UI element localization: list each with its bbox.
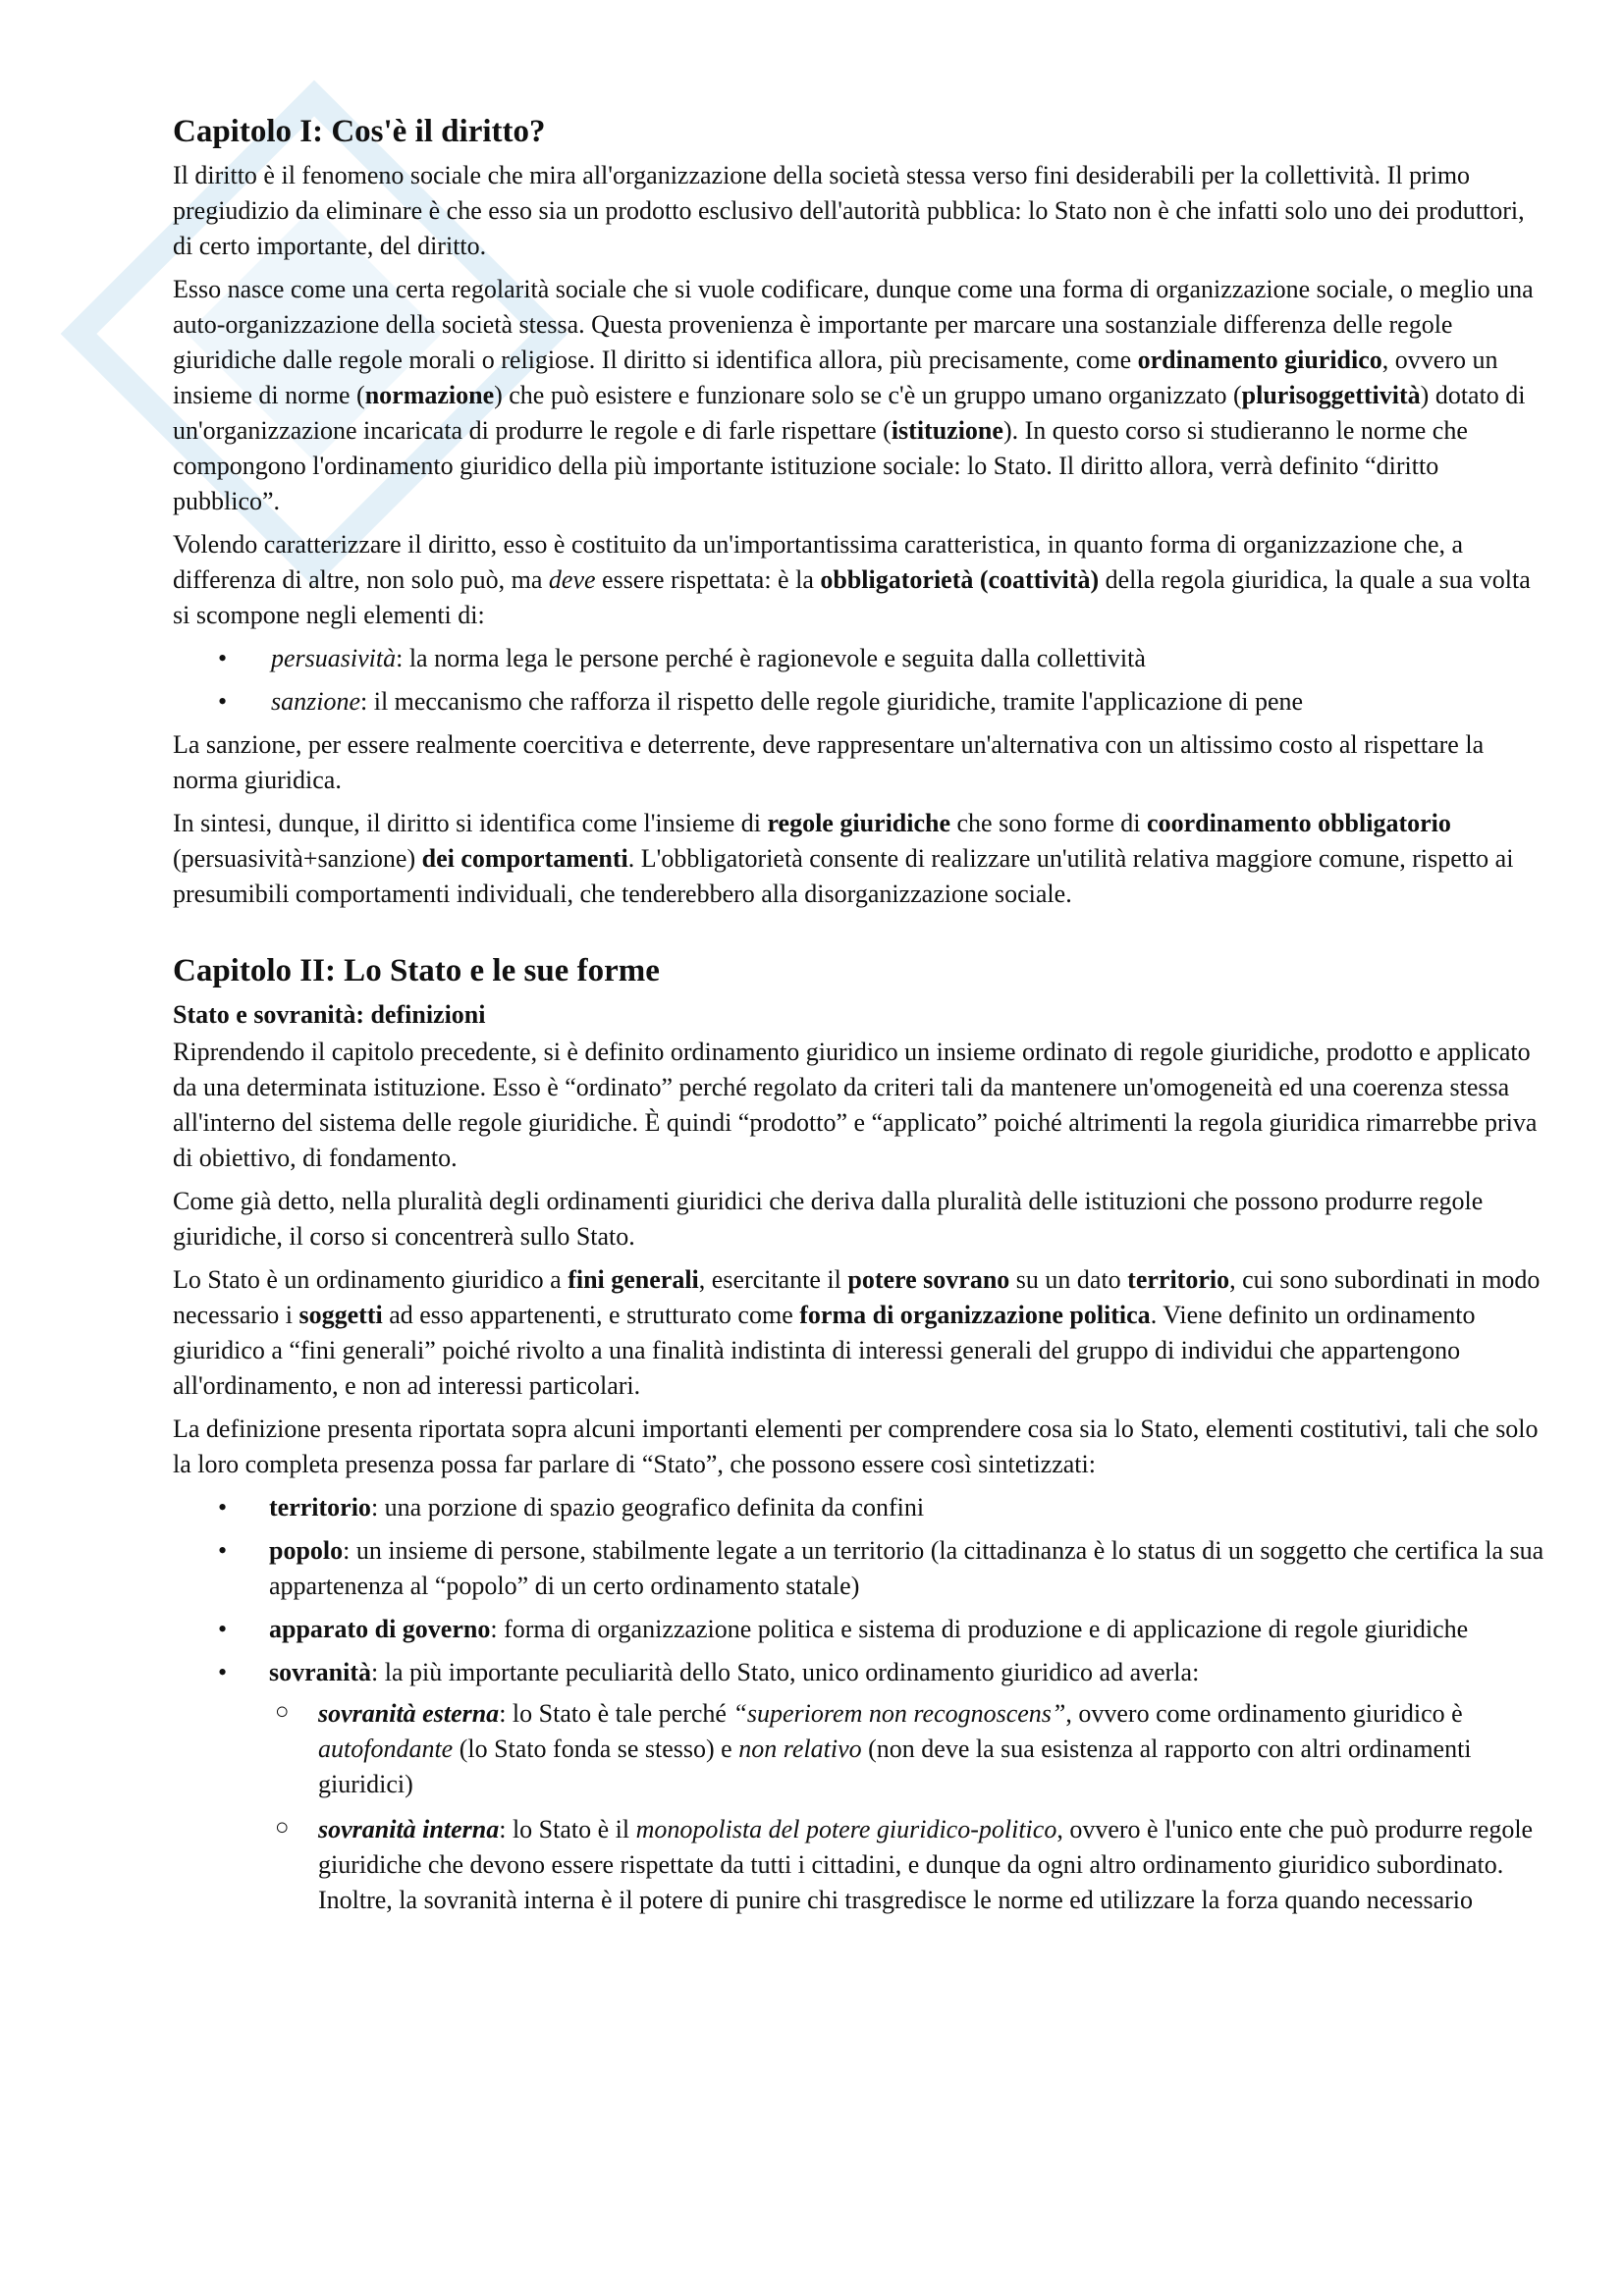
list-item: • apparato di governo: forma di organizzazione politica e sistema di produzione e di applicazione di regole giuridiche — [173, 1612, 1547, 1647]
chapter-1-title: Capitolo I: Cos'è il diritto? — [173, 114, 546, 149]
circle-bullet-icon: ○ — [275, 1815, 290, 1842]
chapter-1-paragraph-3: Volendo caratterizzare il diritto, esso è costituito da un'importantissima caratteristica, in quanto forma di organizzazione che, a differenza di altre, non solo può, ma deve essere rispettata: è la obbligatorietà (coattività) della regola giuridica, la quale a sua volta si scompone negli elementi di: — [173, 530, 1531, 630]
list-item: • sovranità: la più importante peculiarità dello Stato, unico ordinamento giuridico ad averla: ○ sovranità esterna: lo Stato è tale perché “superiorem non recognoscens”, ovvero come ordinamento giuridico è autofondante (lo Stato fonda se stesso) e non relativo (non deve la sua esistenza al rapporto con altri ordinamenti giuridici) ○ sovranità interna: lo Stato è il monopolista del potere giuridico-politico, ovvero è l'unico ente che può produrre regole giuridiche che devono essere rispettate da tutti i cittadini, e dunque da ogni altro ordinamento giuridico subordinato. Inoltre, la sovranità interna è il potere di punire chi trasgredisce le norme ed utilizzare la forza quando necessario — [173, 1655, 1547, 1918]
coercivity-elements-list — [173, 641, 1547, 720]
bullet-icon: • — [218, 1658, 228, 1687]
chapter-1-paragraph-4: La sanzione, per essere realmente coercitiva e deterrente, deve rappresentare un'alternativa con un altissimo costo al rispettare la norma giuridica. — [173, 730, 1485, 795]
chapter-2-paragraph-4: La definizione presenta riportata sopra alcuni importanti elementi per comprendere cosa sia lo Stato, elementi costitutivi, tali che solo la loro completa presenza possa far parlare di “Stato”, che possono essere così sintetizzati: — [173, 1415, 1539, 1479]
sublist-item: ○ sovranità interna: lo Stato è il monopolista del potere giuridico-politico, ovvero è l'unico ente che può produrre regole giuridiche che devono essere rispettate da tutti i cittadini, e dunque da ogni altro ordinamento giuridico subordinato. Inoltre, la sovranità interna è il potere di punire chi trasgredisce le norme ed utilizzare la forza quando necessario — [269, 1812, 1547, 1918]
bullet-icon: • — [218, 644, 228, 673]
list-item: • territorio: una porzione di spazio geografico definita da confini — [173, 1490, 1547, 1525]
bullet-icon: • — [218, 687, 228, 717]
chapter-1-paragraph-5: In sintesi, dunque, il diritto si identifica come l'insieme di regole giuridiche che sono forme di coordinamento obbligatorio (persuasività+sanzione) dei comportamenti. L'obbligatorietà consente di realizzare un'utilità relativa maggiore comune, rispetto ai presumibili comportamenti individuali, che tenderebbero alla disorganizzazione sociale. — [173, 809, 1514, 909]
chapter-1-paragraph-1: Il diritto è il fenomeno sociale che mira all'organizzazione della società stessa verso fini desiderabili per la collettività. Il primo pregiudizio da eliminare è che esso sia un prodotto esclusivo dell'autorità pubblica: lo Stato non è che infatti solo uno dei produttori, di certo importante, del diritto. — [173, 161, 1525, 261]
chapter-2-title: Capitolo II: Lo Stato e le sue forme — [173, 953, 660, 989]
bullet-icon: • — [218, 1615, 228, 1644]
sublist-item: ○ sovranità esterna: lo Stato è tale perché “superiorem non recognoscens”, ovvero come ordinamento giuridico è autofondante (lo Stato fonda se stesso) e non relativo (non deve la sua esistenza al rapporto con altri ordinamenti giuridici) — [269, 1696, 1547, 1802]
list-item: • sanzione: il meccanismo che rafforza il rispetto delle regole giuridiche, tramite l'applicazione di pene — [173, 684, 1547, 720]
document-page — [173, 112, 1547, 1928]
chapter-2-paragraph-2: Come già detto, nella pluralità degli ordinamenti giuridici che deriva dalla pluralità delle istituzioni che possono produrre regole giuridiche, il corso si concentrerà sullo Stato. — [173, 1187, 1484, 1252]
section-subtitle: Stato e sovranità: definizioni — [173, 999, 486, 1029]
chapter-1-paragraph-2: Esso nasce come una certa regolarità sociale che si vuole codificare, dunque come una forma di organizzazione sociale, o meglio una auto-organizzazione della società stessa. Questa provenienza è importante per marcare una sostanziale differenza delle regole giuridiche dalle regole morali o religiose. Il diritto si identifica allora, più precisamente, come ordinamento giuridico, ovvero un insieme di norme (normazione) che può esistere e funzionare solo se c'è un gruppo umano organizzato (plurisoggettività) dotato di un'organizzazione incaricata di produrre le regole e di farle rispettare (istituzione). In questo corso si studieranno le norme che compongono l'ordinamento giuridico della più importante istituzione sociale: lo Stato. Il diritto allora, verrà definito “diritto pubblico”. — [173, 275, 1534, 516]
list-item: • popolo: un insieme di persone, stabilmente legate a un territorio (la cittadinanza è lo status di un soggetto che certifica la sua appartenenza al “popolo” di un certo ordinamento statale) — [173, 1533, 1547, 1604]
chapter-2-paragraph-3: Lo Stato è un ordinamento giuridico a fini generali, esercitante il potere sovrano su un dato territorio, cui sono subordinati in modo necessario i soggetti ad esso appartenenti, e strutturato come forma di organizzazione politica. Viene definito un ordinamento giuridico a “fini generali” poiché rivolto a una finalità indistinta di interessi generali del gruppo di individui che appartengono all'ordinamento, e non ad interessi particolari. — [173, 1265, 1541, 1401]
chapter-2-paragraph-1: Riprendendo il capitolo precedente, si è definito ordinamento giuridico un insieme ordinato di regole giuridiche, prodotto e applicato da una determinata istituzione. Esso è “ordinato” perché regolato da criteri tali da mantenere un'omogeneità ed una coerenza stessa all'interno del sistema delle regole giuridiche. È quindi “prodotto” e “applicato” poiché altrimenti la regola giuridica rimarrebbe priva di obiettivo, di fondamento. — [173, 1038, 1538, 1173]
bullet-icon: • — [218, 1493, 228, 1522]
sovereignty-sublist — [269, 1696, 1547, 1918]
circle-bullet-icon: ○ — [275, 1699, 290, 1726]
bullet-icon: • — [218, 1536, 228, 1566]
list-item: • persuasività: la norma lega le persone perché è ragionevole e seguita dalla collettività — [173, 641, 1547, 676]
state-elements-list — [173, 1490, 1547, 1918]
